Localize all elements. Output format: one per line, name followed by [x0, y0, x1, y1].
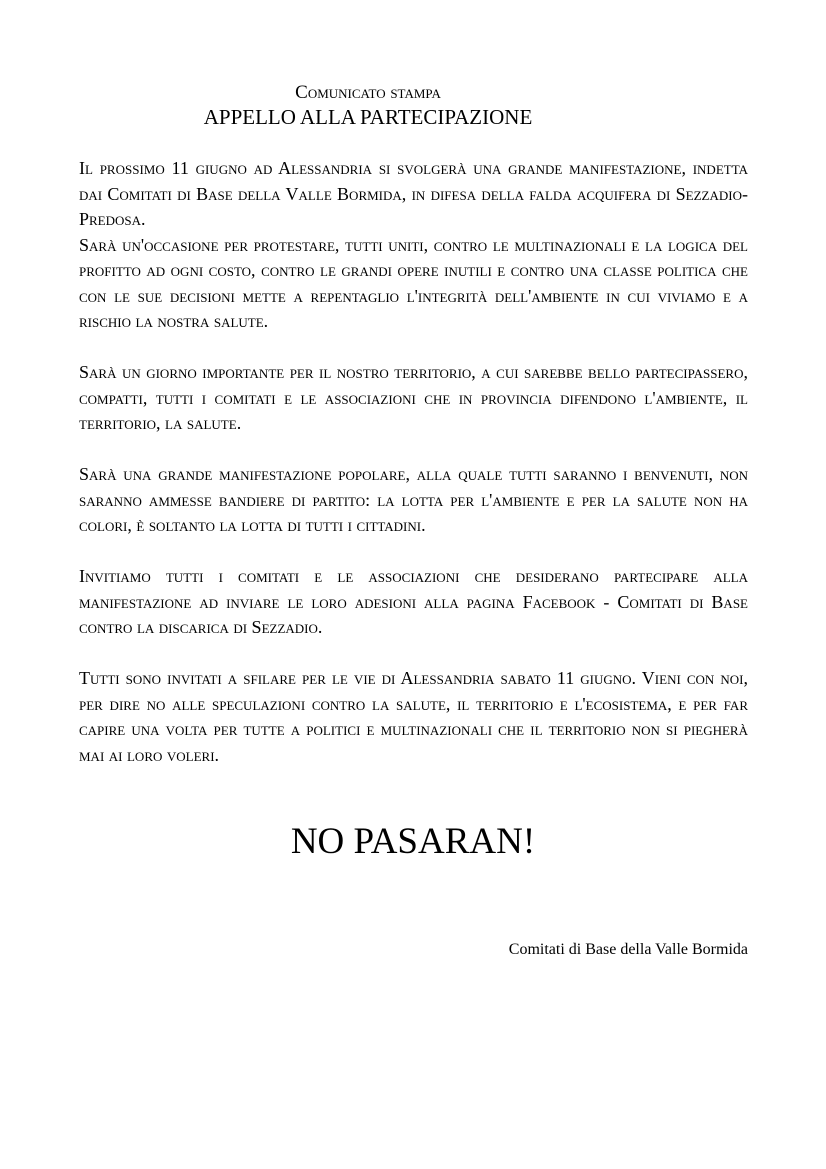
body-paragraph: Sarà un'occasione per protestare, tutti uniti, contro le multinazionali e la logica del profitto ad ogni costo, contro le grandi opere inutili e contro una classe politica che con le sue decisioni mette a repentaglio l'integrità dell'ambiente in cui viviamo e a rischio la nostra salute. [79, 234, 748, 331]
body-paragraph: Il prossimo 11 giugno ad Alessandria si svolgerà una grande manifestazione, indetta dai Comitati di Base della Valle Bormida, in difesa della falda acquifera di Sezzadio-Predosa. [79, 158, 748, 229]
document-heading [0, 82, 736, 130]
body-paragraph: Invitiamo tutti i comitati e le associazioni che desiderano partecipare alla manifestazione ad inviare le loro adesioni alla pagina Facebook - Comitati di Base contro la discarica di Sezzadio. [79, 566, 748, 637]
body-paragraph: Sarà una grande manifestazione popolare, alla quale tutti saranno i benvenuti, non saranno ammesse bandiere di partito: la lotta per l'ambiente e per la salute non ha colori, è soltanto la lotta di tutti i cittadini. [79, 464, 748, 535]
slogan: NO PASARAN! [290, 821, 536, 862]
body-paragraph: Sarà un giorno importante per il nostro territorio, a cui sarebbe bello partecipassero, compatti, tutti i comitati e le associazioni che in provincia difendono l'ambiente, il territorio, la salute. [79, 362, 748, 433]
signature: Comitati di Base della Valle Bormida [508, 941, 748, 958]
document-title: APPELLO ALLA PARTECIPAZIONE [203, 105, 533, 129]
document-body [79, 156, 748, 794]
body-paragraph: Tutti sono invitati a sfilare per le vie di Alessandria sabato 11 giugno. Vieni con noi, per dire no alle speculazioni contro la salute, il territorio e l'ecosistema, e per far capire una volta per tutte a politici e multinazionali che il territorio non si piegherà mai ai loro voleri. [79, 668, 748, 765]
press-release-label: Comunicato stampa [295, 82, 441, 103]
